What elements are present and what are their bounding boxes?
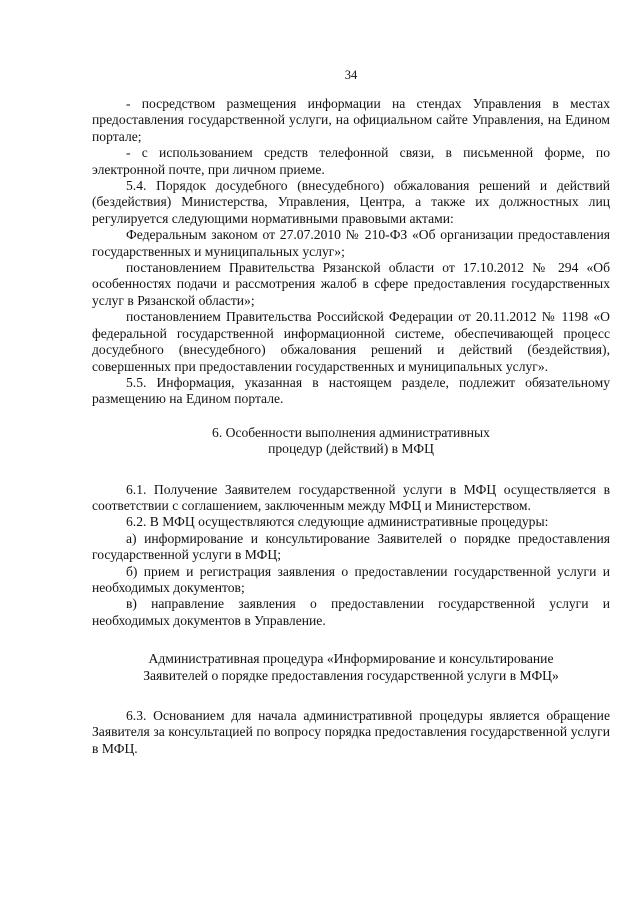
section-6-heading-line-1: 6. Особенности выполнения административных bbox=[212, 424, 490, 440]
paragraph-rf-resolution: постановлением Правительства Российской Федерации от 20.11.2012 № 1198 «О федеральной государственной информационной системе, обеспечивающей процесс досудебного (внесудебного) обжалования решений и действий (бездействия), совершенных при предоставлении государственных и муниципальных услуг». bbox=[92, 309, 610, 374]
page-number: 34 bbox=[344, 68, 358, 82]
paragraph-6-1: 6.1. Получение Заявителем государственной услуги в МФЦ осуществляется в соответствии с соглашением, заключенным между МФЦ и Министерством. bbox=[92, 481, 610, 513]
paragraph-5-5: 5.5. Информация, указанная в настоящем разделе, подлежит обязательному размещению на Едином портале. bbox=[92, 374, 610, 407]
procedure-heading-line-2: Заявителей о порядке предоставления государственной услуги в МФЦ» bbox=[143, 667, 559, 683]
paragraph-6-2: 6.2. В МФЦ осуществляются следующие административные процедуры: bbox=[126, 514, 549, 530]
section-6-heading-line-2: процедур (действий) в МФЦ bbox=[268, 441, 434, 457]
list-item-b: б) прием и регистрация заявления о предоставлении государственной услуги и необходимых документов; bbox=[92, 563, 610, 595]
list-item-a: а) информирование и консультирование Заявителей о порядке предоставления государственной услуги в МФЦ; bbox=[92, 530, 610, 563]
list-item-c: в) направление заявления о предоставлении государственной услуги и необходимых документов в Управление. bbox=[92, 596, 610, 628]
paragraph-6-3: 6.3. Основанием для начала административной процедуры является обращение Заявителя за консультацией по вопросу порядка предоставления государственной услуги в МФЦ. bbox=[92, 708, 610, 756]
section-6-heading bbox=[92, 425, 610, 458]
procedure-heading bbox=[92, 651, 610, 684]
paragraph-federal-law: Федеральным законом от 27.07.2010 № 210-ФЗ «Об организации предоставления государственных и муниципальных услуг»; bbox=[92, 227, 610, 259]
mfc-procedures-section bbox=[92, 482, 610, 630]
paragraph-5-4: 5.4. Порядок досудебного (внесудебного) обжалования решений и действий (бездействия) Министерства, Управления, Центра, а также их должностных лиц регулируется следующими нормативными правовыми актами: bbox=[92, 178, 610, 226]
paragraph-info-phone: - с использованием средств телефонной связи, в письменной форме, по электронной почте, при личном приеме. bbox=[92, 145, 610, 177]
paragraph-info-stands: - посредством размещения информации на стендах Управления в местах предоставления государственной услуги, на официальном сайте Управления, на Едином портале; bbox=[92, 96, 610, 144]
appeal-procedure-section bbox=[92, 96, 610, 408]
procedure-basis-section bbox=[92, 708, 610, 757]
paragraph-ryazan-resolution: постановлением Правительства Рязанской области от 17.10.2012 № 294 «Об особенностях подачи и рассмотрения жалоб в сфере предоставления государственных услуг в Рязанской области»; bbox=[92, 260, 610, 308]
procedure-heading-line-1: Административная процедура «Информирование и консультирование bbox=[148, 651, 554, 667]
